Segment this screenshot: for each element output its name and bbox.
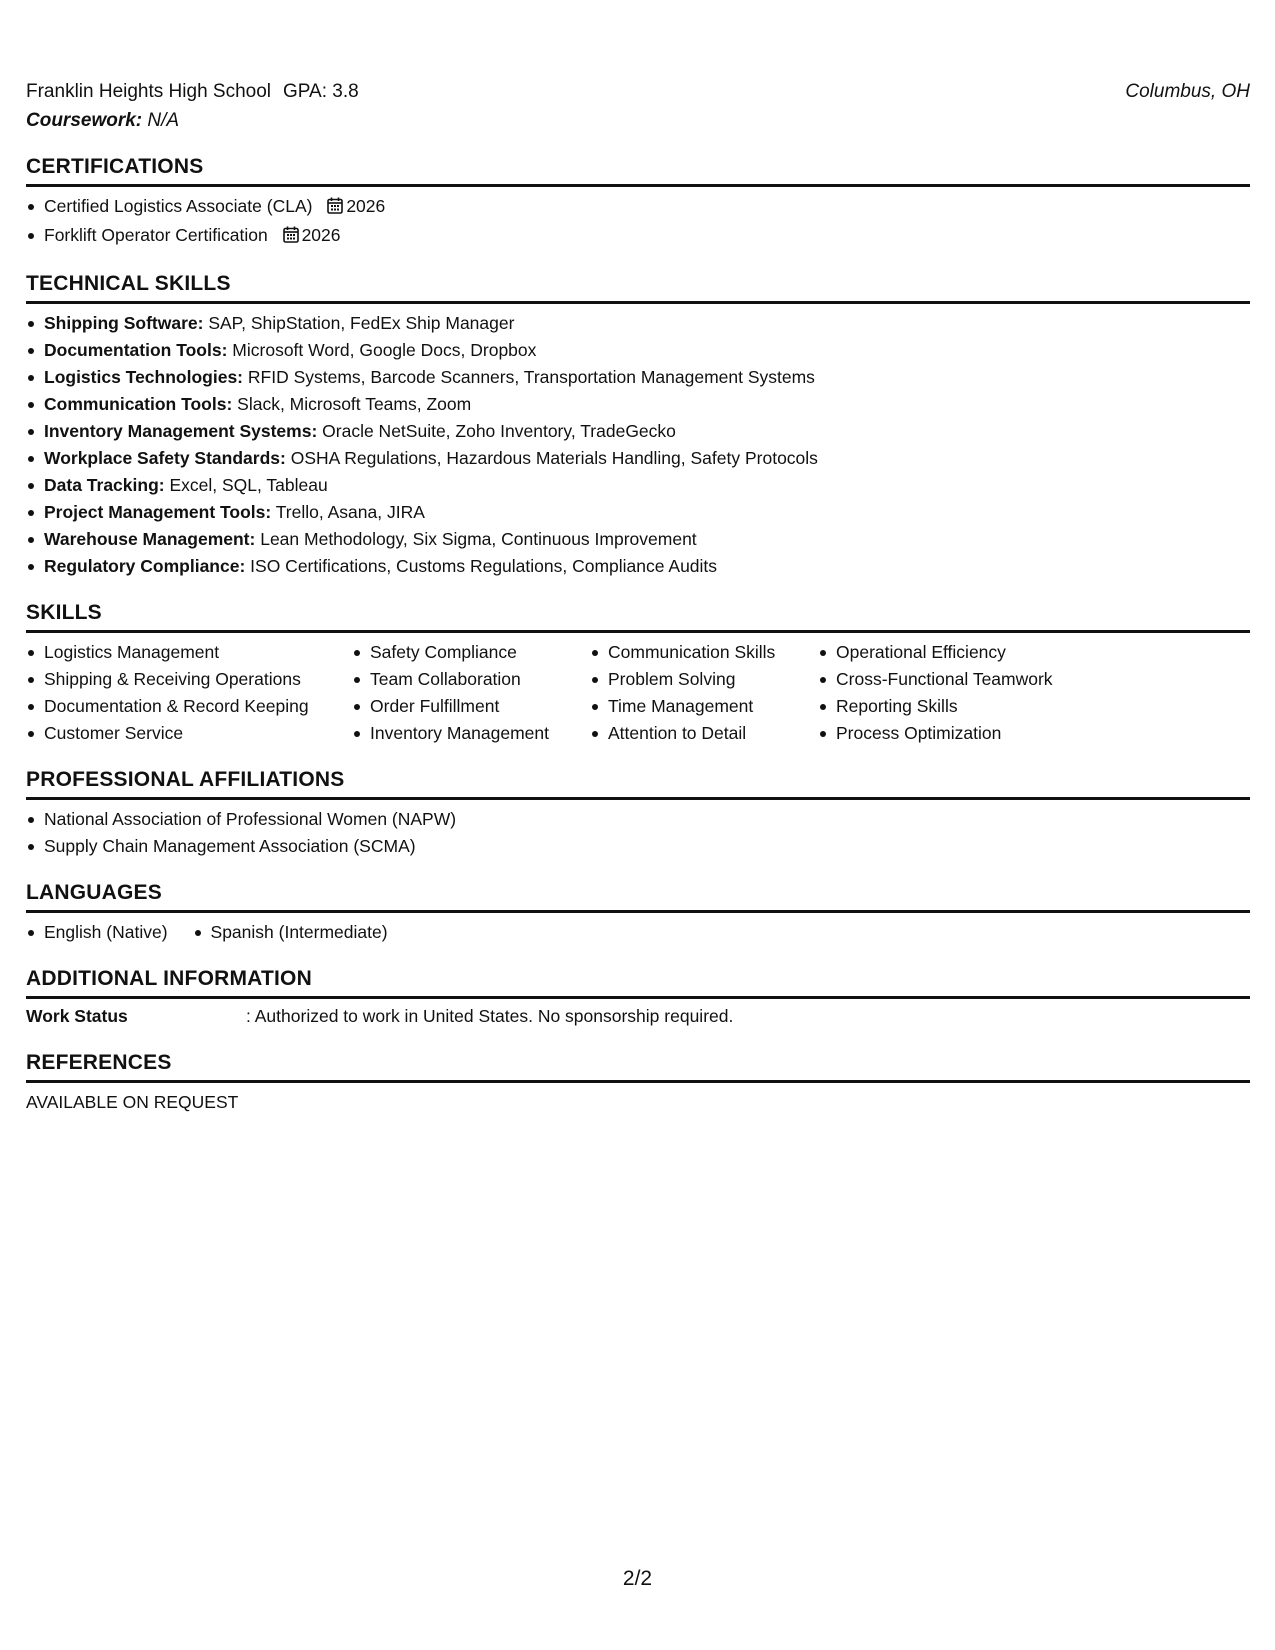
skills-column bbox=[590, 639, 818, 747]
section-title-certifications: CERTIFICATIONS bbox=[26, 154, 1250, 187]
languages-list bbox=[26, 919, 1250, 946]
skill-values: OSHA Regulations, Hazardous Materials Handling, Safety Protocols bbox=[290, 448, 818, 468]
skill-values: Trello, Asana, JIRA bbox=[275, 502, 425, 522]
list-item bbox=[26, 391, 1250, 418]
calendar-icon bbox=[283, 224, 299, 251]
gpa: GPA: 3.8 bbox=[283, 81, 359, 102]
skill-values: Excel, SQL, Tableau bbox=[169, 475, 328, 495]
list-item bbox=[26, 553, 1250, 580]
list-item bbox=[26, 445, 1250, 472]
skill-category: Regulatory Compliance: bbox=[44, 556, 246, 576]
certification-name: Certified Logistics Associate (CLA) bbox=[44, 196, 313, 216]
list-item: Documentation & Record Keeping bbox=[26, 693, 352, 720]
list-item bbox=[26, 418, 1250, 445]
list-item: Shipping & Receiving Operations bbox=[26, 666, 352, 693]
list-item: English (Native) bbox=[26, 919, 168, 946]
list-item: Process Optimization bbox=[818, 720, 1098, 747]
skill-category: Inventory Management Systems: bbox=[44, 421, 318, 441]
list-item bbox=[26, 526, 1250, 553]
list-item bbox=[26, 222, 1250, 251]
skills-column bbox=[26, 639, 352, 747]
list-item: Operational Efficiency bbox=[818, 639, 1098, 666]
coursework-value: N/A bbox=[147, 110, 180, 131]
list-item: Logistics Management bbox=[26, 639, 352, 666]
skill-category: Shipping Software: bbox=[44, 313, 204, 333]
list-item: Inventory Management bbox=[352, 720, 590, 747]
certification-year: 2026 bbox=[301, 225, 341, 245]
work-status-row bbox=[26, 1003, 1250, 1030]
skills-grid bbox=[26, 639, 1250, 747]
education-location: Columbus, OH bbox=[1125, 81, 1250, 102]
section-title-skills: SKILLS bbox=[26, 600, 1250, 633]
skill-values: Slack, Microsoft Teams, Zoom bbox=[237, 394, 472, 414]
list-item bbox=[26, 364, 1250, 391]
list-item bbox=[26, 337, 1250, 364]
references-text: AVAILABLE ON REQUEST bbox=[26, 1092, 239, 1112]
school-name: Franklin Heights High School bbox=[26, 81, 272, 102]
education-school-gpa bbox=[26, 78, 359, 105]
skill-values: RFID Systems, Barcode Scanners, Transportation Management Systems bbox=[247, 367, 815, 387]
list-item bbox=[26, 472, 1250, 499]
coursework bbox=[26, 107, 1250, 134]
list-item bbox=[26, 193, 1250, 222]
work-status-label: Work Status bbox=[26, 1006, 128, 1026]
coursework-label: Coursework: bbox=[26, 110, 143, 131]
list-item bbox=[26, 310, 1250, 337]
skills-column bbox=[352, 639, 590, 747]
skills-column bbox=[818, 639, 1098, 747]
list-item: National Association of Professional Women (NAPW) bbox=[26, 806, 1250, 833]
list-item: Supply Chain Management Association (SCMA) bbox=[26, 833, 1250, 860]
list-item: Reporting Skills bbox=[818, 693, 1098, 720]
list-item: Problem Solving bbox=[590, 666, 818, 693]
skill-category: Communication Tools: bbox=[44, 394, 233, 414]
skill-values: ISO Certifications, Customs Regulations, Compliance Audits bbox=[250, 556, 718, 576]
skill-category: Warehouse Management: bbox=[44, 529, 256, 549]
skill-values: SAP, ShipStation, FedEx Ship Manager bbox=[208, 313, 515, 333]
list-item: Attention to Detail bbox=[590, 720, 818, 747]
list-item: Order Fulfillment bbox=[352, 693, 590, 720]
list-item: Safety Compliance bbox=[352, 639, 590, 666]
skill-values: Lean Methodology, Six Sigma, Continuous Improvement bbox=[260, 529, 697, 549]
education-row bbox=[26, 78, 1250, 105]
page-number: 2/2 bbox=[622, 1567, 653, 1590]
list-item: Time Management bbox=[590, 693, 818, 720]
section-title-additional: ADDITIONAL INFORMATION bbox=[26, 966, 1250, 999]
skill-category: Project Management Tools: bbox=[44, 502, 272, 522]
certification-year: 2026 bbox=[346, 196, 386, 216]
affiliations-list bbox=[26, 806, 1250, 860]
technical-skills-list bbox=[26, 310, 1250, 580]
list-item: Cross-Functional Teamwork bbox=[818, 666, 1098, 693]
skill-category: Logistics Technologies: bbox=[44, 367, 244, 387]
list-item: Spanish (Intermediate) bbox=[193, 919, 388, 946]
skill-values: Oracle NetSuite, Zoho Inventory, TradeGecko bbox=[322, 421, 676, 441]
skill-category: Documentation Tools: bbox=[44, 340, 228, 360]
list-item: Team Collaboration bbox=[352, 666, 590, 693]
resume-page bbox=[26, 78, 1250, 1116]
section-title-languages: LANGUAGES bbox=[26, 880, 1250, 913]
list-item: Customer Service bbox=[26, 720, 352, 747]
list-item bbox=[26, 499, 1250, 526]
section-title-technical-skills: TECHNICAL SKILLS bbox=[26, 271, 1250, 304]
certification-name: Forklift Operator Certification bbox=[44, 225, 268, 245]
list-item: Communication Skills bbox=[590, 639, 818, 666]
skill-category: Data Tracking: bbox=[44, 475, 165, 495]
skill-category: Workplace Safety Standards: bbox=[44, 448, 286, 468]
work-status-value: : Authorized to work in United States. No sponsorship required. bbox=[246, 1006, 734, 1026]
section-title-references: REFERENCES bbox=[26, 1050, 1250, 1083]
section-title-affiliations: PROFESSIONAL AFFILIATIONS bbox=[26, 767, 1250, 800]
skill-values: Microsoft Word, Google Docs, Dropbox bbox=[232, 340, 537, 360]
certifications-list bbox=[26, 193, 1250, 251]
calendar-icon bbox=[327, 195, 343, 222]
